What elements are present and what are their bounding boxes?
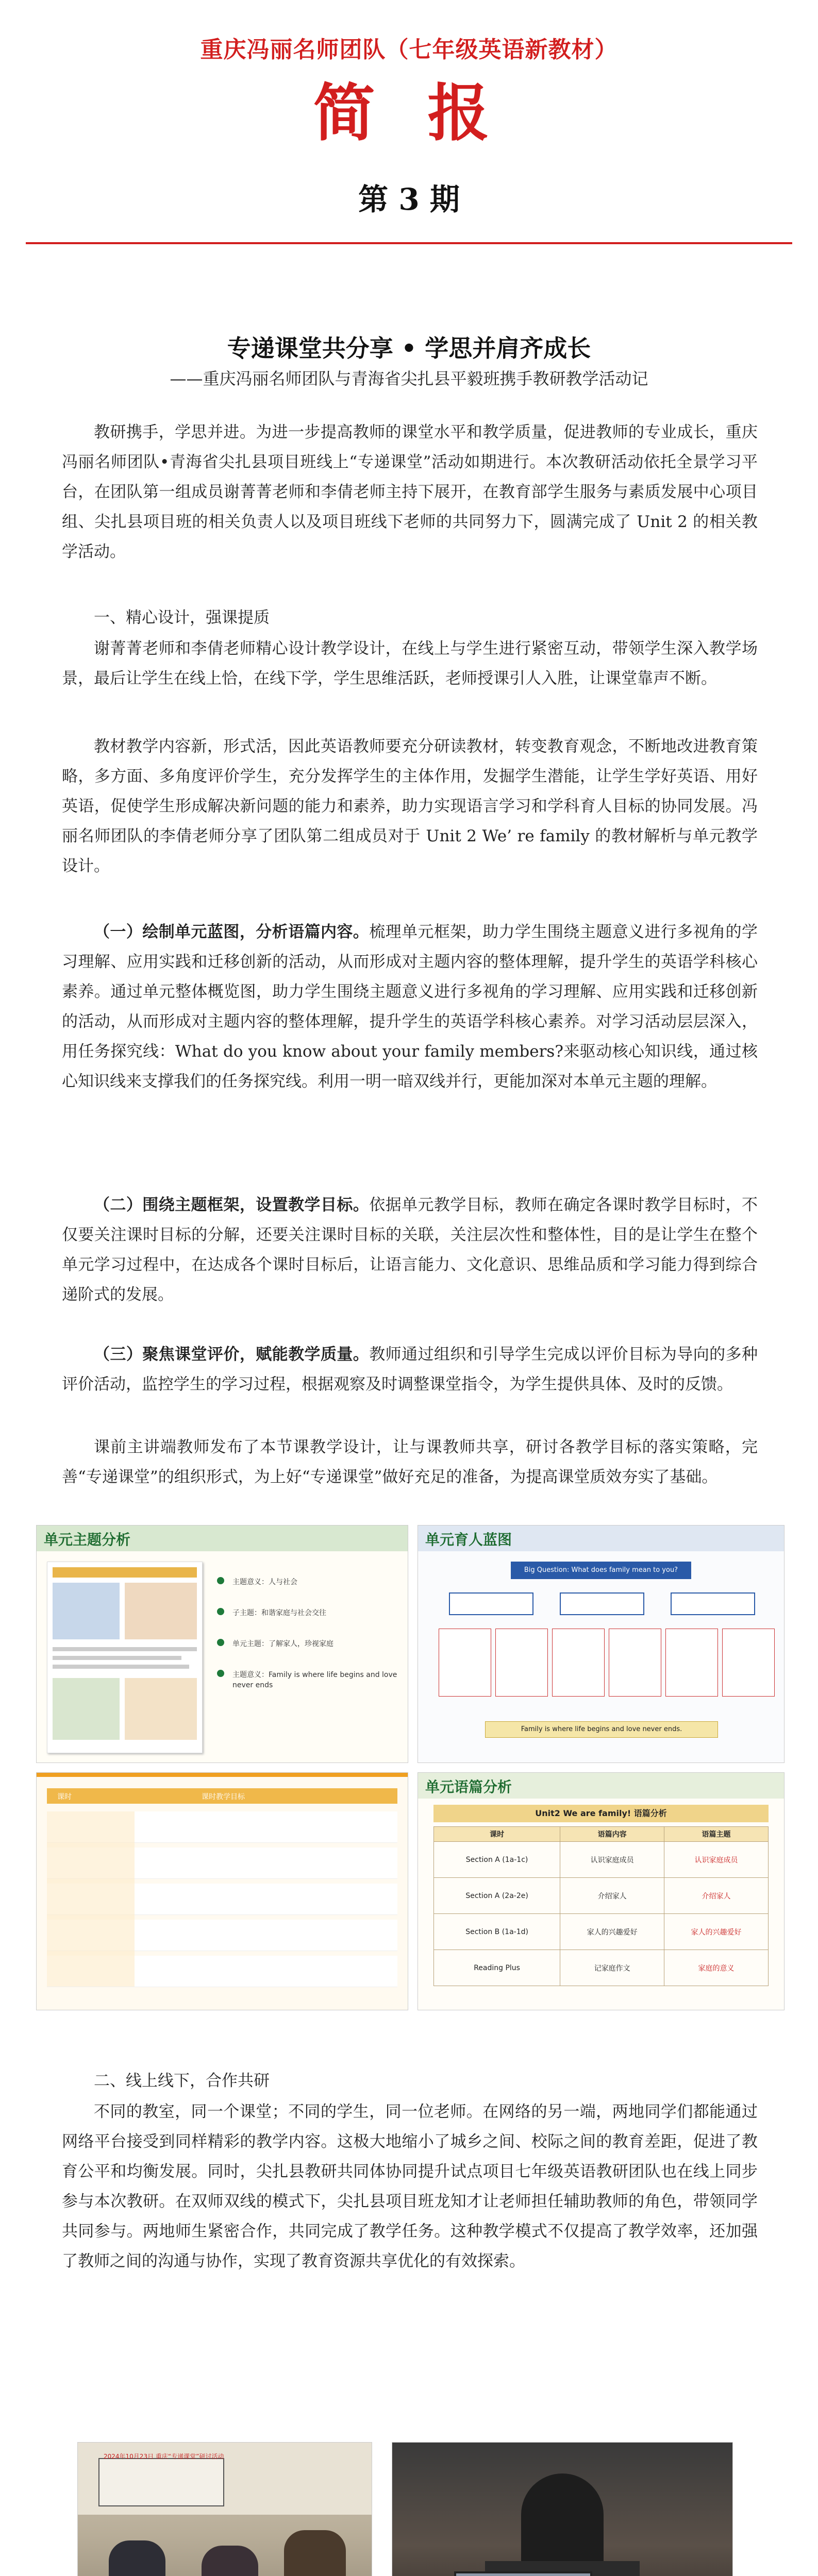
article-subtitle: ——重庆冯丽名师团队与青海省尖扎县平毅班携手教研教学活动记 — [170, 369, 648, 388]
paragraph-preparation: 课前主讲端教师发布了本节课教学设计，让与课教师共享，研讨各教学目标的落实策略，完善“专递课堂”的组织形式，为上好“专递课堂”做好充足的准备，为提高课堂质效夯实了基础。 — [62, 1438, 758, 1486]
paragraph-textbook: 教材教学内容新，形式活，因此英语教师要充分研读教材，转变教育观念，不断地改进教育策略，多方面、多角度评价学生，充分发挥学生的主体作用，发掘学生潜能，让学生学好英语、用好英语，促使学生形成解决新问题的能力和素养，助力实现语言学习和学科育人目标的协同发展。冯丽名师团队的李倩老师分享了团队第二组成员对于 Unit 2 We’ re family 的教材解析与单元教学设计。 — [62, 737, 758, 875]
paragraph-blueprint — [62, 917, 758, 1096]
discourse-cell: Section B (1a-1d) — [434, 1914, 560, 1950]
discourse-row — [434, 1914, 769, 1950]
projector-screen — [98, 2458, 224, 2506]
person-silhouette — [284, 2530, 346, 2576]
section-heading-2: 二、线上线下，合作共研 — [94, 2072, 270, 2090]
bullet-icon — [217, 1639, 224, 1646]
evaluation-text: 教师通过组织和引导学生完成以评价目标为导向的多种评价活动，监控学生的学习过程，根据观察及时调整课堂指令，为学生提供具体、及时的反馈。 — [62, 1345, 758, 1394]
discourse-row — [434, 1950, 769, 1986]
discourse-header-row — [434, 1827, 769, 1842]
discourse-cell: 家庭的意义 — [664, 1950, 769, 1986]
discourse-col-header: 语篇内容 — [560, 1827, 664, 1842]
blueprint-leaf — [609, 1629, 661, 1697]
big-question-box: Big Question: What does family mean to you? — [511, 1562, 691, 1579]
team-name: 重庆冯丽名师团队（七年级英语新教材） — [200, 37, 618, 63]
discourse-cell: 家人的兴趣爱好 — [560, 1914, 664, 1950]
blueprint-leaf — [552, 1629, 605, 1697]
header-divider — [26, 242, 792, 244]
objectives-header-col2: 课时教学目标 — [202, 1793, 245, 1801]
discourse-cell: 家人的兴趣爱好 — [664, 1914, 769, 1950]
objectives-label-col — [47, 1811, 135, 1987]
paragraph-design: 谢菁菁老师和李倩老师精心设计教学设计，在线上与学生进行紧密互动，带领学生深入教学场景，最后让学生在线上恰，在线下学，学生思维活跃，老师授课引人入胜，让课堂靠声不断。 — [62, 639, 758, 688]
paragraph-objectives — [62, 1190, 758, 1310]
discourse-cell: 认识家庭成员 — [664, 1842, 769, 1878]
objectives-text: 依据单元教学目标，教师在确定各课时教学目标时，不仅要关注课时目标的分解，还要关注课时目标的关联，关注层次性和整体性，目的是让学生在整个单元学习过程中，在达成各个课时目标后，让语言能力、文化意识、思维品质和学习能力得到综合递阶式的发展。 — [62, 1196, 758, 1304]
slide-title-discourse: 单元语篇分析 — [425, 1778, 512, 1795]
blueprint-leaf — [665, 1629, 718, 1697]
person-silhouette — [521, 2473, 604, 2566]
discourse-cell: 介绍家人 — [664, 1878, 769, 1914]
bulletin-title: 简 报 — [313, 77, 505, 149]
discourse-row — [434, 1842, 769, 1878]
discourse-row — [434, 1878, 769, 1914]
slide-bar — [37, 1773, 408, 1777]
theme-item-4: 主题意义：Family is where life begins and love never ends — [232, 1671, 397, 1689]
blueprint-footer: Family is where life begins and love never ends. — [485, 1721, 718, 1738]
discourse-cell: Reading Plus — [434, 1950, 560, 1986]
person-silhouette — [109, 2540, 165, 2576]
slide-unit-discourse — [418, 1772, 784, 2010]
discourse-cell: Section A (1a-1c) — [434, 1842, 560, 1878]
blueprint-leaf — [495, 1629, 548, 1697]
issue-number: 第 3 期 — [358, 182, 460, 217]
intro-paragraph: 教研携手，学思并进。为进一步提高教师的课堂水平和教学质量，促进教师的专业成长，重庆冯丽名师团队•青海省尖扎县项目班线上“专递课堂”活动如期进行。本次教研活动依托全景学习平台，在团队第一组成员谢菁菁老师和李倩老师主持下展开，在教育部学生服务与素质发展中心项目组、尖扎县项目班的相关负责人以及项目班线下老师的共同努力下，圆满完成了 Unit 2 的相关教学活动。 — [62, 423, 758, 561]
objectives-lead: （二）围绕主题框架，设置教学目标。 — [94, 1196, 370, 1214]
blueprint-leaf — [439, 1629, 491, 1697]
bullet-icon — [217, 1670, 224, 1677]
discourse-col-header: 课时 — [434, 1827, 560, 1842]
textbook-page-image — [47, 1562, 203, 1753]
discourse-cell: Section A (2a-2e) — [434, 1878, 560, 1914]
blueprint-node — [560, 1592, 644, 1615]
discourse-banner: Unit2 We are family! 语篇分析 — [433, 1805, 769, 1822]
slide-unit-theme-analysis — [36, 1525, 408, 1763]
discourse-cell: 介绍家人 — [560, 1878, 664, 1914]
blueprint-leaf — [722, 1629, 775, 1697]
slide-unit-objectives — [36, 1772, 408, 2010]
slide-title-theme: 单元主题分析 — [44, 1531, 131, 1548]
paragraph-evaluation — [62, 1340, 758, 1399]
objectives-header-col1: 课时 — [57, 1793, 72, 1801]
meeting-banner: 2024年10月23日 重庆“专递课堂”研讨活动 — [104, 2453, 224, 2460]
objectives-header — [47, 1788, 397, 1804]
discourse-cell: 记家庭作文 — [560, 1950, 664, 1986]
bullet-icon — [217, 1608, 224, 1615]
theme-item-3: 单元主题：了解家人，珍视家庭 — [232, 1640, 333, 1648]
blueprint-text: 梳理单元框架，助力学生围绕主题意义进行多视角的学习理解、应用实践和迁移创新的活动，从而形成对主题内容的整体理解，提升学生的英语学科核心素养。通过单元整体概览图，助力学生围绕主题意义进行多视角的学习理解、应用实践和迁移创新的活动，从而形成对主题内容的整体理解，提升学生的英语学科核心素养。对学习活动层层深入，用任务探究线：What do you know about your family members?来驱动核心知识线，通过核心知识线来支撑我们的任务探究线。利用一明一暗双线并行，更能加深对本单元主题的理解。 — [62, 923, 758, 1091]
blueprint-node — [449, 1592, 533, 1615]
paragraph-collaboration: 不同的教室，同一个课堂；不同的学生，同一位老师。在网络的另一端，两地同学们都能通过网络平台接受到同样精彩的教学内容。这极大地缩小了城乡之间、校际之间的教育差距，促进了教育公平和均衡发展。同时，尖扎县教研共同体协同提升试点项目七年级英语教研团队也在线上同步参与本次教研。在双师双线的模式下，尖扎县项目班龙知才让老师担任辅助教师的角色，带领同学共同参与。两地师生紧密合作，共同完成了教学任务。这种教学模式不仅提高了教学效率，还加强了教师之间的沟通与协作，实现了教育资源共享优化的有效探索。 — [62, 2103, 758, 2270]
slide-title-blueprint: 单元育人蓝图 — [425, 1531, 512, 1548]
discourse-col-header: 语篇主题 — [664, 1827, 769, 1842]
blueprint-lead: （一）绘制单元蓝图，分析语篇内容。 — [94, 923, 370, 941]
section-heading-1: 一、精心设计，强课提质 — [94, 608, 270, 627]
laptop-screen — [454, 2571, 592, 2576]
evaluation-lead: （三）聚焦课堂评价，赋能教学质量。 — [94, 1345, 370, 1364]
photo-teacher-laptop — [392, 2442, 733, 2576]
discourse-cell: 认识家庭成员 — [560, 1842, 664, 1878]
photo-teachers-meeting — [77, 2442, 372, 2576]
theme-item-1: 主题意义：人与社会 — [232, 1578, 297, 1586]
blueprint-node — [671, 1592, 755, 1615]
bullet-icon — [217, 1577, 224, 1584]
person-silhouette — [202, 2546, 258, 2576]
article-title: 专递课堂共分享 • 学思并肩齐成长 — [227, 334, 591, 362]
slide-unit-blueprint — [418, 1525, 784, 1763]
theme-item-2: 子主题：和谐家庭与社会交往 — [232, 1609, 326, 1617]
discourse-table — [433, 1826, 769, 1986]
